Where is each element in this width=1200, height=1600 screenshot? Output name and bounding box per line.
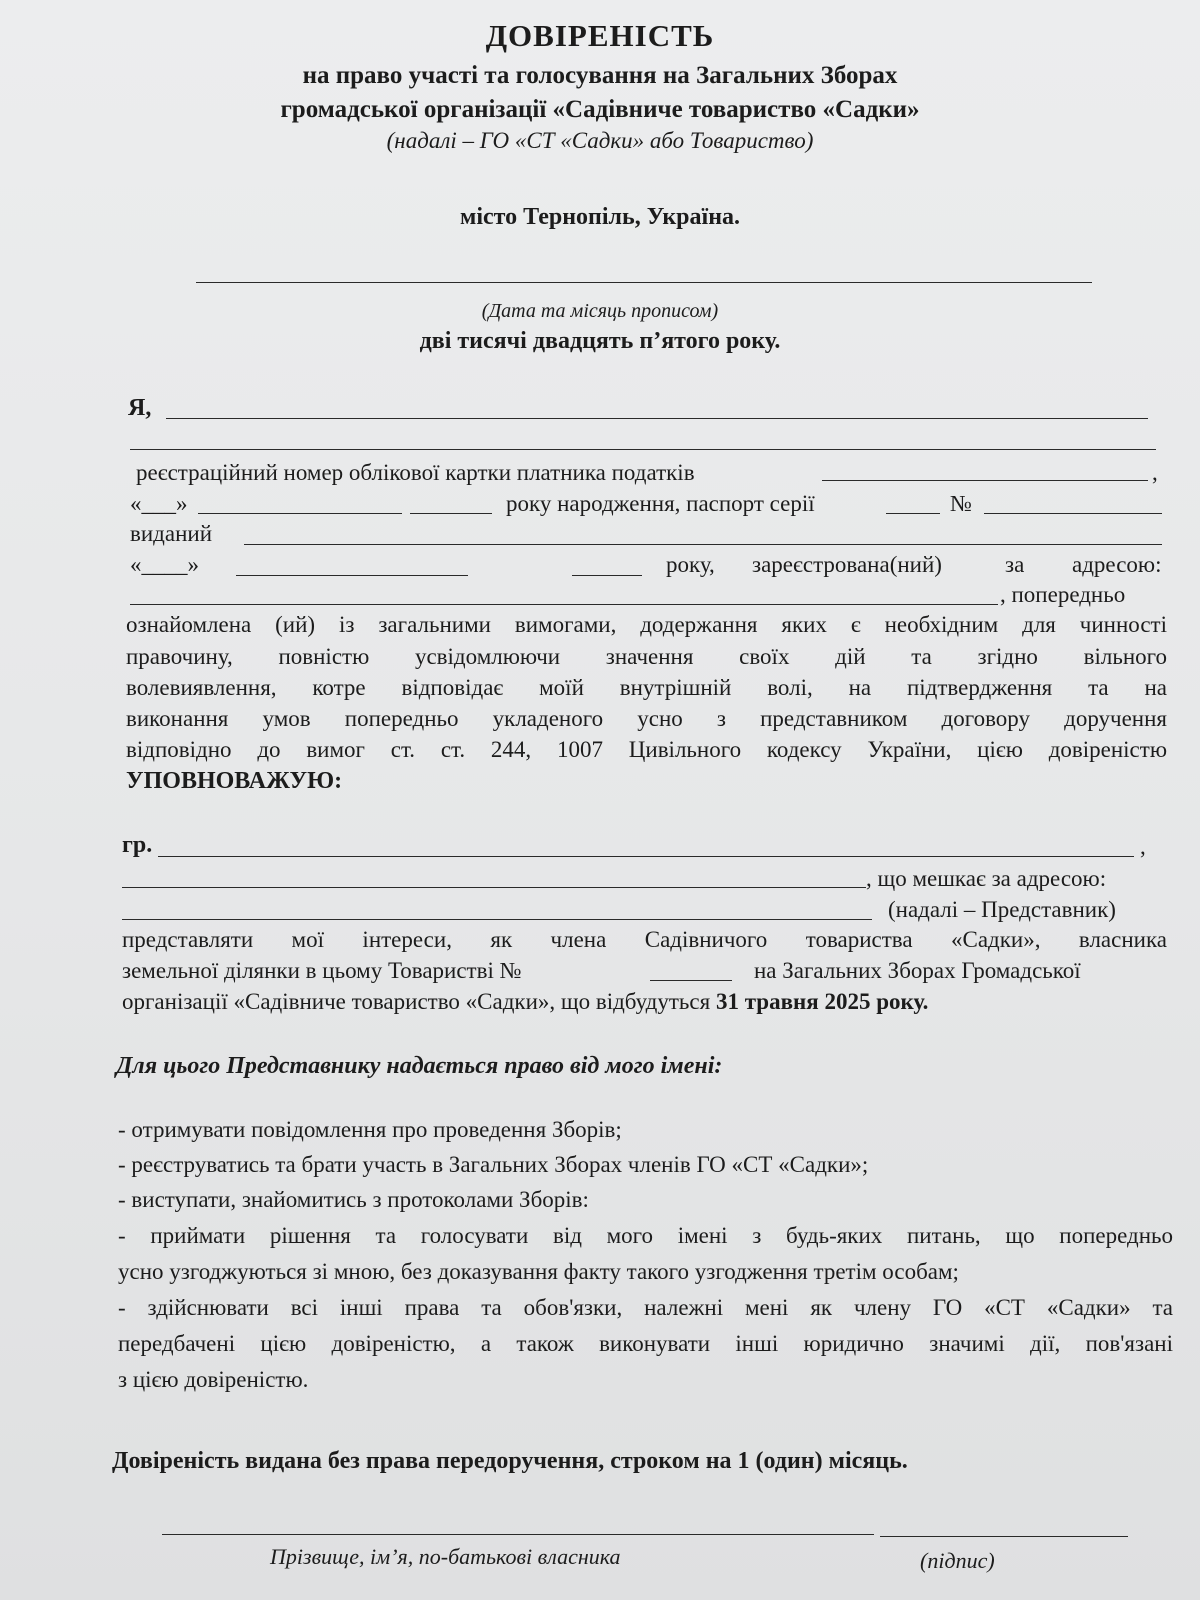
- rights-item: з цією довіреністю.: [118, 1367, 309, 1392]
- document-subtitle-note: (надалі – ГО «СТ «Садки» або Товариство): [386, 128, 814, 153]
- issued-day: «____»: [130, 552, 199, 577]
- representative-name-line: [158, 856, 1134, 857]
- representative-text-line: земельної ділянки в цьому Товаристві №: [122, 958, 522, 983]
- rights-item: усно узгоджуються зі мною, без доказування факту такого узгодження третім особам;: [118, 1259, 959, 1284]
- city-line: місто Тернопіль, Україна.: [459, 204, 741, 230]
- year-in-words: дві тисячі двадцять п’ятого року.: [419, 328, 781, 354]
- representative-comma: ,: [1140, 834, 1146, 859]
- issued-year-line: [572, 575, 642, 576]
- principal-name-line-2: [130, 449, 1156, 450]
- rights-item: передбачені цією довіреністю, а також виконувати інші юридично значимі дії, пов'язані: [118, 1331, 1173, 1356]
- signature-line: [880, 1536, 1128, 1537]
- rights-item: - реєструватись та брати участь в Загальних Зборах членів ГО «СТ «Садки»;: [118, 1152, 869, 1177]
- document-subtitle-1: на право участі та голосування на Загальних Зборах: [302, 62, 898, 89]
- representative-text-line: на Загальних Зборах Громадської: [754, 958, 1081, 983]
- owner-name-caption: Прізвище, ім’я, по-батькові власника: [270, 1544, 621, 1569]
- rights-item: - отримувати повідомлення про проведення Зборів;: [118, 1117, 622, 1142]
- issued-by-line: [244, 544, 1162, 545]
- tax-number-label: реєстраційний номер облікової картки платника податків: [136, 460, 695, 485]
- representative-text-line: представляти мої інтереси, як члена Садівничого товариства «Садки», власника: [122, 927, 1167, 952]
- at-label: за: [1005, 552, 1025, 577]
- gr-label: гр.: [122, 832, 153, 858]
- owner-name-line: [162, 1534, 874, 1535]
- body-line: правочину, повністю усвідомлюючи значення своїх дій та згідно вільного: [126, 644, 1167, 669]
- document-title: ДОВІРЕНІСТЬ: [485, 18, 715, 53]
- issued-by-label: виданий: [130, 521, 213, 546]
- dob-day: «___»: [130, 491, 188, 516]
- dob-month-line: [198, 513, 402, 514]
- authorize-heading: УПОВНОВАЖУЮ:: [126, 768, 343, 794]
- address-line: [130, 604, 998, 605]
- body-line: виконання умов попередньо укладеного усно з представником договору доручення: [126, 706, 1167, 731]
- tax-number-comma: ,: [1152, 460, 1158, 485]
- i-label: Я,: [128, 395, 152, 421]
- passport-number-label: №: [950, 491, 972, 516]
- body-line: відповідно до вимог ст. ст. 244, 1007 Цивільного кодексу України, цією довіреністю: [126, 737, 1167, 762]
- plot-number-line: [650, 980, 732, 981]
- meeting-date: 31 травня 2025 року.: [715, 989, 929, 1014]
- rights-item: - виступати, знайомитись з протоколами Зборів:: [118, 1187, 589, 1212]
- issued-month-line: [236, 575, 468, 576]
- address-label: адресою:: [1072, 552, 1162, 577]
- date-fill-line: [196, 282, 1092, 283]
- signature-caption: (підпис): [920, 1548, 995, 1573]
- meeting-text: організації «Садівниче товариство «Садки», що відбудуться: [122, 989, 711, 1014]
- representative-name-line-2: [122, 887, 866, 888]
- date-hint: (Дата та місяць прописом): [481, 300, 719, 322]
- lives-at-label: , що мешкає за адресою:: [866, 866, 1107, 891]
- issued-year-label: року,: [666, 552, 715, 577]
- representative-address-line: [122, 919, 872, 920]
- principal-name-line: [166, 418, 1148, 419]
- representative-text-line-3: [122, 987, 928, 1017]
- document-subtitle-2: громадської організації «Садівниче товариство «Садки»: [280, 96, 920, 123]
- dob-label: року народження, паспорт серії: [506, 491, 815, 516]
- passport-series-line: [886, 513, 940, 514]
- tax-number-line: [822, 480, 1148, 481]
- rights-item: - здійснювати всі інші права та обов'язки, належні мені як члену ГО «СТ «Садки» та: [118, 1295, 1173, 1320]
- passport-number-line: [984, 513, 1162, 514]
- previously-label: , попередньо: [1000, 582, 1126, 607]
- validity-statement: Довіреність видана без права передоручення, строком на 1 (один) місяць.: [112, 1448, 908, 1474]
- body-line: волевиявлення, котре відповідає моїй внутрішній волі, на підтвердження та на: [126, 675, 1167, 700]
- rights-item: - приймати рішення та голосувати від мого імені з будь-яких питань, що попередньо: [118, 1223, 1173, 1248]
- dob-year-line: [410, 513, 492, 514]
- rights-heading: Для цього Представнику надається право від мого імені:: [116, 1053, 723, 1079]
- hereinafter-label: (надалі – Представник): [888, 897, 1116, 922]
- body-line: ознайомлена (ий) із загальними вимогами, додержання яких є необхідним для чинності: [126, 612, 1167, 637]
- registered-label: зареєстрована(ний): [752, 552, 942, 577]
